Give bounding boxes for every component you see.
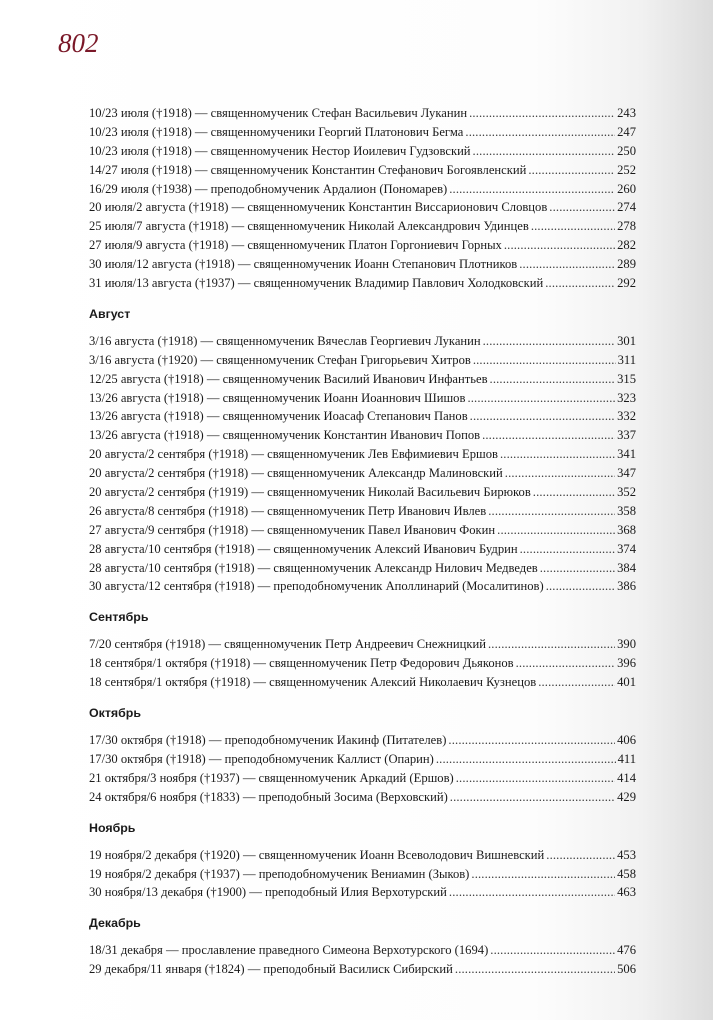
entry-title: 13/26 августа (†1918) — священномученик Константин Иванович Попов [89, 428, 481, 443]
dot-leader [470, 407, 615, 426]
dot-leader [465, 123, 615, 142]
entry-title: 3/16 августа (†1918) — священномученик Вячеслав Георгиевич Луканин [89, 333, 481, 348]
entry-title: 19 ноября/2 декабря (†1937) — преподобномученик Вениамин (Зыков) [89, 866, 470, 881]
entry-page-number: 311 [617, 352, 636, 367]
entry-page-number: 341 [617, 447, 636, 462]
entry-page-number: 274 [617, 200, 636, 215]
entry-title: 16/29 июля (†1938) — преподобномученик Ардалион (Пономарев) [89, 181, 448, 196]
entry-title: 27 июля/9 августа (†1918) — священномученик Платон Горгониевич Горных [89, 238, 502, 253]
toc-entry [89, 389, 636, 408]
dot-leader [520, 540, 615, 559]
entry-page-number: 352 [617, 485, 636, 500]
entry-page-number: 396 [617, 656, 636, 671]
toc-section [89, 305, 636, 596]
section-heading: Декабрь [89, 916, 141, 931]
entry-page-number: 332 [617, 409, 636, 424]
dot-leader [448, 731, 615, 750]
dot-leader [455, 960, 615, 979]
entry-page-number: 401 [617, 675, 636, 690]
dot-leader [500, 445, 615, 464]
dot-leader [516, 654, 616, 673]
entry-title: 30 августа/12 сентября (†1918) — преподобномученик Аполлинарий (Мосалитинов) [89, 579, 544, 594]
toc-entry [89, 407, 636, 426]
entry-page-number: 278 [617, 219, 636, 234]
dot-leader [533, 483, 615, 502]
entry-page-number: 260 [617, 181, 636, 196]
toc-entry [89, 731, 636, 750]
entry-title: 20 августа/2 сентября (†1919) — священномученик Николай Васильевич Бирюков [89, 485, 531, 500]
dot-leader [469, 104, 615, 123]
entry-title: 13/26 августа (†1918) — священномученик Иоанн Иоаннович Шишов [89, 390, 466, 405]
entry-title: 17/30 октября (†1918) — преподобномученик Иакинф (Питателев) [89, 733, 447, 748]
toc-entry [89, 198, 636, 217]
entry-page-number: 292 [617, 276, 636, 291]
entry-page-number: 337 [617, 428, 636, 443]
toc-entry [89, 426, 636, 445]
entry-title: 12/25 августа (†1918) — священномученик Василий Иванович Инфантьев [89, 371, 488, 386]
dot-leader [531, 217, 615, 236]
dot-leader [456, 769, 615, 788]
section-heading: Ноябрь [89, 820, 136, 835]
entry-page-number: 386 [617, 579, 636, 594]
entry-page-number: 368 [617, 522, 636, 537]
entry-title: 24 октября/6 ноября (†1833) — преподобный Зосима (Верховский) [89, 789, 448, 804]
entry-title: 28 августа/10 сентября (†1918) — священномученик Алексий Иванович Будрин [89, 541, 518, 556]
toc-section [89, 914, 636, 979]
entry-page-number: 374 [617, 541, 636, 556]
entry-title: 25 июля/7 августа (†1918) — священномученик Николай Александрович Удинцев [89, 219, 529, 234]
dot-leader [538, 673, 615, 692]
entry-page-number: 250 [617, 143, 636, 158]
entry-title: 10/23 июля (†1918) — священномученик Нестор Иоилевич Гудзовский [89, 143, 471, 158]
toc-entry [89, 217, 636, 236]
toc-entry [89, 332, 636, 351]
dot-leader [467, 389, 615, 408]
entry-title: 19 ноября/2 декабря (†1920) — священномученик Иоанн Всеволодович Вишневский [89, 847, 545, 862]
dot-leader [488, 635, 615, 654]
toc-entry [89, 370, 636, 389]
entry-page-number: 463 [617, 885, 636, 900]
entry-title: 27 августа/9 сентября (†1918) — священномученик Павел Иванович Фокин [89, 522, 496, 537]
dot-leader [488, 502, 615, 521]
table-of-contents [89, 104, 636, 979]
entry-page-number: 247 [617, 124, 636, 139]
section-heading: Август [89, 306, 131, 321]
entry-page-number: 323 [617, 390, 636, 405]
entry-title: 18 сентября/1 октября (†1918) — священномученик Алексий Николаевич Кузнецов [89, 675, 537, 690]
toc-entry [89, 577, 636, 596]
toc-entry [89, 351, 636, 370]
toc-entry [89, 865, 636, 884]
entry-title: 14/27 июля (†1918) — священномученик Константин Стефанович Богоявленский [89, 162, 527, 177]
entry-title: 31 июля/13 августа (†1937) — священномученик Владимир Павлович Холодковский [89, 276, 544, 291]
dot-leader [504, 236, 615, 255]
toc-entry [89, 788, 636, 807]
section-heading: Сентябрь [89, 610, 149, 625]
toc-entry [89, 635, 636, 654]
entry-title: 13/26 августа (†1918) — священномученик Иоасаф Степанович Панов [89, 409, 468, 424]
entry-page-number: 282 [617, 238, 636, 253]
toc-entry [89, 255, 636, 274]
entry-title: 28 августа/10 сентября (†1918) — священномученик Александр Нилович Медведев [89, 560, 538, 575]
entry-page-number: 301 [617, 333, 636, 348]
dot-leader [449, 883, 615, 902]
toc-entry [89, 883, 636, 902]
toc-entry [89, 483, 636, 502]
toc-entry [89, 445, 636, 464]
dot-leader [519, 255, 615, 274]
toc-entry [89, 941, 636, 960]
toc-entry [89, 846, 636, 865]
entry-title: 10/23 июля (†1918) — священномученики Георгий Платонович Бегма [89, 124, 464, 139]
entry-title: 10/23 июля (†1918) — священномученик Стефан Васильевич Луканин [89, 106, 468, 120]
dot-leader [473, 351, 616, 370]
toc-section [89, 608, 636, 692]
dot-leader [545, 274, 615, 293]
toc-entry [89, 161, 636, 180]
dot-leader [528, 161, 615, 180]
entry-page-number: 243 [617, 106, 636, 120]
entry-title: 30 ноября/13 декабря (†1900) — преподобный Илия Верхотурский [89, 885, 447, 900]
toc-section [89, 819, 636, 903]
entry-title: 26 августа/8 сентября (†1918) — священномученик Петр Иванович Ивлев [89, 503, 487, 518]
entry-page-number: 390 [617, 637, 636, 652]
section-heading: Октябрь [89, 706, 141, 721]
entry-page-number: 429 [617, 789, 636, 804]
dot-leader [483, 332, 615, 351]
toc-entry [89, 654, 636, 673]
dot-leader [471, 865, 615, 884]
entry-page-number: 411 [617, 751, 636, 766]
toc-entry [89, 521, 636, 540]
entry-title: 18/31 декабря — прославление праведного Симеона Верхотурского (1694) [89, 943, 489, 958]
entry-page-number: 453 [617, 847, 636, 862]
dot-leader [540, 559, 615, 578]
page-number: 802 [58, 28, 99, 58]
entry-title: 21 октября/3 ноября (†1937) — священномученик Аркадий (Ершов) [89, 770, 454, 785]
dot-leader [490, 941, 615, 960]
entry-title: 18 сентября/1 октября (†1918) — священномученик Петр Федорович Дьяконов [89, 656, 514, 671]
entry-title: 20 августа/2 сентября (†1918) — священномученик Александр Малиновский [89, 466, 503, 481]
toc-entry [89, 123, 636, 142]
dot-leader [450, 788, 615, 807]
toc-entry [89, 750, 636, 769]
dot-leader [473, 142, 616, 161]
entry-page-number: 476 [617, 943, 636, 958]
entry-page-number: 252 [617, 162, 636, 177]
entry-page-number: 384 [617, 560, 636, 575]
entry-title: 20 августа/2 сентября (†1918) — священномученик Лев Евфимиевич Ершов [89, 447, 498, 462]
entry-page-number: 358 [617, 503, 636, 518]
entry-page-number: 315 [617, 371, 636, 386]
dot-leader [490, 370, 616, 389]
toc-section [89, 104, 636, 293]
toc-entry [89, 464, 636, 483]
entry-title: 20 июля/2 августа (†1918) — священномученик Константин Виссарионович Словцов [89, 200, 548, 215]
dot-leader [505, 464, 615, 483]
toc-entry [89, 960, 636, 979]
dot-leader [436, 750, 616, 769]
toc-entry [89, 274, 636, 293]
toc-entry [89, 104, 636, 123]
toc-entry [89, 673, 636, 692]
toc-entry [89, 540, 636, 559]
toc-entry [89, 180, 636, 199]
dot-leader [546, 846, 615, 865]
entry-title: 17/30 октября (†1918) — преподобномученик Каллист (Опарин) [89, 751, 434, 766]
entry-title: 30 июля/12 августа (†1918) — священномученик Иоанн Степанович Плотников [89, 257, 518, 272]
entry-page-number: 347 [617, 466, 636, 481]
dot-leader [482, 426, 615, 445]
entry-title: 3/16 августа (†1920) — священномученик Стефан Григорьевич Хитров [89, 352, 471, 367]
entry-page-number: 458 [617, 866, 636, 881]
entry-title: 29 декабря/11 января (†1824) — преподобный Василиск Сибирский [89, 962, 453, 977]
entry-title: 7/20 сентября (†1918) — священномученик Петр Андреевич Снежницкий [89, 637, 486, 652]
entry-page-number: 289 [617, 257, 636, 272]
toc-entry [89, 502, 636, 521]
entry-page-number: 506 [617, 962, 636, 977]
toc-entry [89, 142, 636, 161]
entry-page-number: 414 [617, 770, 636, 785]
dot-leader [549, 198, 615, 217]
toc-section [89, 704, 636, 807]
dot-leader [497, 521, 615, 540]
toc-entry [89, 769, 636, 788]
toc-entry [89, 559, 636, 578]
dot-leader [449, 180, 615, 199]
entry-page-number: 406 [617, 733, 636, 748]
toc-entry [89, 236, 636, 255]
dot-leader [546, 577, 615, 596]
